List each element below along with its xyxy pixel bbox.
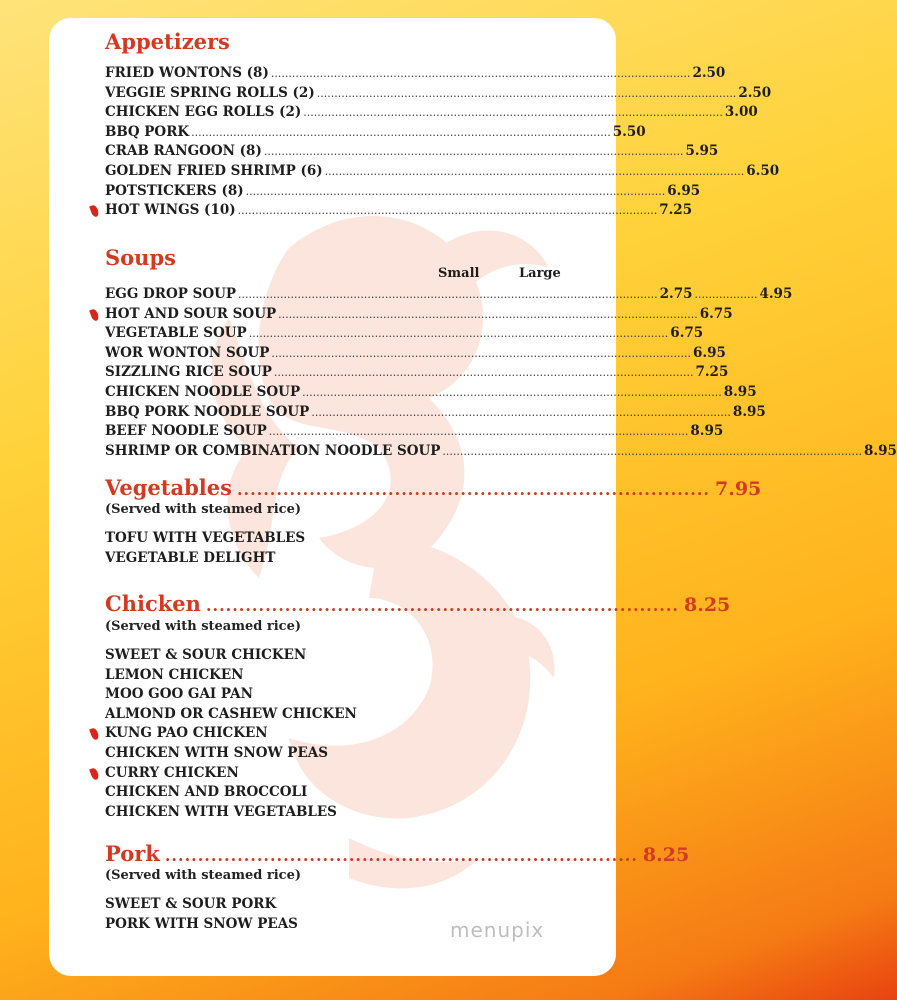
menu-item-price: 4.95 [759,286,793,302]
menu-item-name: SWEET & SOUR CHICKEN [105,647,307,663]
menu-item-price: 8.95 [864,442,897,459]
menu-item-name: BEEF NOODLE SOUP [105,423,267,440]
menu-item-name: FRIED WONTONS (8) [105,65,269,81]
pork-leader: ........................................................................ [164,846,638,865]
menu-item-name: HOT WINGS (10) [105,202,236,219]
menu-item-name: BBQ PORK NOODLE SOUP [105,403,310,420]
menu-item-name: ALMOND OR CASHEW CHICKEN [105,705,357,722]
menu-item-row [105,286,793,304]
menu-item-name: CHICKEN WITH SNOW PEAS [105,745,328,761]
vegetables-heading: Vegetables [105,475,232,500]
menu-item-row [105,364,729,382]
menu-item-price: 2.50 [692,65,726,81]
chicken-header-row [105,591,731,616]
dot-leader: ........................................................................................................................ [248,327,669,341]
menu-item-row [105,163,780,181]
menu-item-name: GOLDEN FRIED SHRIMP (6) [105,163,323,179]
menu-item-row [105,65,726,83]
menu-item-row [105,423,724,441]
pork-price: 8.25 [642,844,690,866]
menu-item-name: MOO GOO GAI PAN [105,686,253,703]
menu-item-name: CHICKEN WITH VEGETABLES [105,803,337,820]
menu-item-price: 8.95 [732,403,766,420]
dot-leader: ........................................................................................................................ [271,346,691,360]
menu-item-row [105,403,766,422]
dot-leader: ........................................................................................................................ [302,386,722,399]
dot-leader: .................. [694,288,758,301]
menu-content [49,18,897,976]
menu-item-row [105,305,733,324]
pork-item: SWEET & SOUR PORK [105,896,277,912]
menu-item-name: CRAB RANGOON (8) [105,143,262,160]
dot-leader: ........................................................................................................................ [237,204,658,218]
menu-item-row [105,143,719,161]
pork-header-row [105,841,690,866]
chili-pepper-icon [89,767,100,781]
menu-item-name: SHRIMP OR COMBINATION NOODLE SOUP [105,442,441,459]
menu-item-price: 2.50 [738,84,772,101]
dot-leader: ........................................................................................................................ [268,425,689,439]
dot-leader: ........................................................................................................................ [191,125,611,139]
pork-note: (Served with steamed rice) [105,868,301,883]
menu-item-name: HOT AND SOUR SOUP [105,305,277,322]
chicken-price: 8.25 [684,594,731,616]
menu-item-name: EGG DROP SOUP [105,286,237,302]
menu-item-row [105,325,704,343]
menu-item-name: WOR WONTON SOUP [105,344,270,361]
appetizers-heading: Appetizers [105,29,230,54]
dot-leader: ........................................................................................................................ [316,86,737,100]
soups-heading: Soups [105,245,176,270]
chicken-leader: ........................................................................ [205,596,679,615]
dot-leader: ........................................................................................................................ [273,366,694,380]
menu-item-row [105,182,701,201]
chili-pepper-icon [89,728,100,742]
menu-item-name: CHICKEN AND BROCCOLI [105,784,308,801]
dot-leader: ........................................................................................................................ [278,307,698,321]
menu-item-row [105,344,726,363]
menu-item-row [105,384,757,402]
vegetables-note: (Served with steamed rice) [105,502,301,517]
chili-pepper-icon [89,308,100,322]
dot-leader: ........................................................................................................................ [442,444,862,458]
menu-item-row [105,104,758,122]
menupix-watermark: menupix [450,918,545,942]
vegetables-leader: ........................................................................ [236,480,710,499]
menu-item-price: 6.95 [692,344,726,361]
dot-leader: ........................................................................................................................ [303,106,723,120]
pork-item: PORK WITH SNOW PEAS [105,916,298,932]
chili-pepper-icon [89,204,100,218]
vegetables-item: VEGETABLE DELIGHT [105,550,276,566]
vegetables-header-row [105,475,762,500]
menu-item-name: LEMON CHICKEN [105,666,244,683]
menu-item-row [105,84,772,103]
menu-item-name: CHICKEN NOODLE SOUP [105,384,301,400]
menu-item-name: VEGGIE SPRING ROLLS (2) [105,84,315,101]
dot-leader: ........................................................................................................................ [263,145,684,159]
menu-item-price: 7.25 [695,364,729,381]
menu-item-price: 7.25 [659,202,693,219]
menu-item-row [105,442,897,461]
menu-item-name: VEGETABLE SOUP [105,325,247,342]
soups-large-header: Large [519,266,561,281]
menu-item-name: SIZZLING RICE SOUP [105,364,272,381]
menu-item-price: 6.75 [699,305,733,322]
menu-item-price: 8.95 [690,423,724,440]
dot-leader: ........................................................................................................................ [311,405,731,419]
chicken-heading: Chicken [105,591,201,616]
menu-item-name: CHICKEN EGG ROLLS (2) [105,104,302,121]
menu-item-name: BBQ PORK [105,123,190,140]
menu-item-price-small: 2.75 [659,286,693,302]
menu-item-price: 5.50 [612,123,646,140]
menu-item-price: 6.50 [746,163,780,179]
menu-item-name: KUNG PAO CHICKEN [105,725,268,742]
vegetables-price: 7.95 [715,478,762,500]
menu-item-price: 5.95 [685,143,719,160]
menu-card [49,18,897,976]
vegetables-item: TOFU WITH VEGETABLES [105,530,306,546]
menu-item-row [105,123,646,142]
soups-small-header: Small [438,266,480,281]
dot-leader: ........................................................................................................................ [270,67,691,80]
dot-leader: ........................................................................................................................ [238,288,658,301]
dot-leader: ........................................................................................................................ [324,165,745,178]
menu-item-row [105,202,693,220]
dot-leader: ........................................................................................................................ [245,184,666,198]
menu-item-price: 3.00 [724,104,758,121]
menu-item-name: POTSTICKERS (8) [105,182,244,199]
menu-item-price: 8.95 [723,384,757,400]
menu-item-name: CURRY CHICKEN [105,764,239,781]
menu-item-price: 6.95 [667,182,701,199]
chicken-note: (Served with steamed rice) [105,619,301,634]
pork-heading: Pork [105,841,160,866]
menu-item-price: 6.75 [670,325,704,342]
